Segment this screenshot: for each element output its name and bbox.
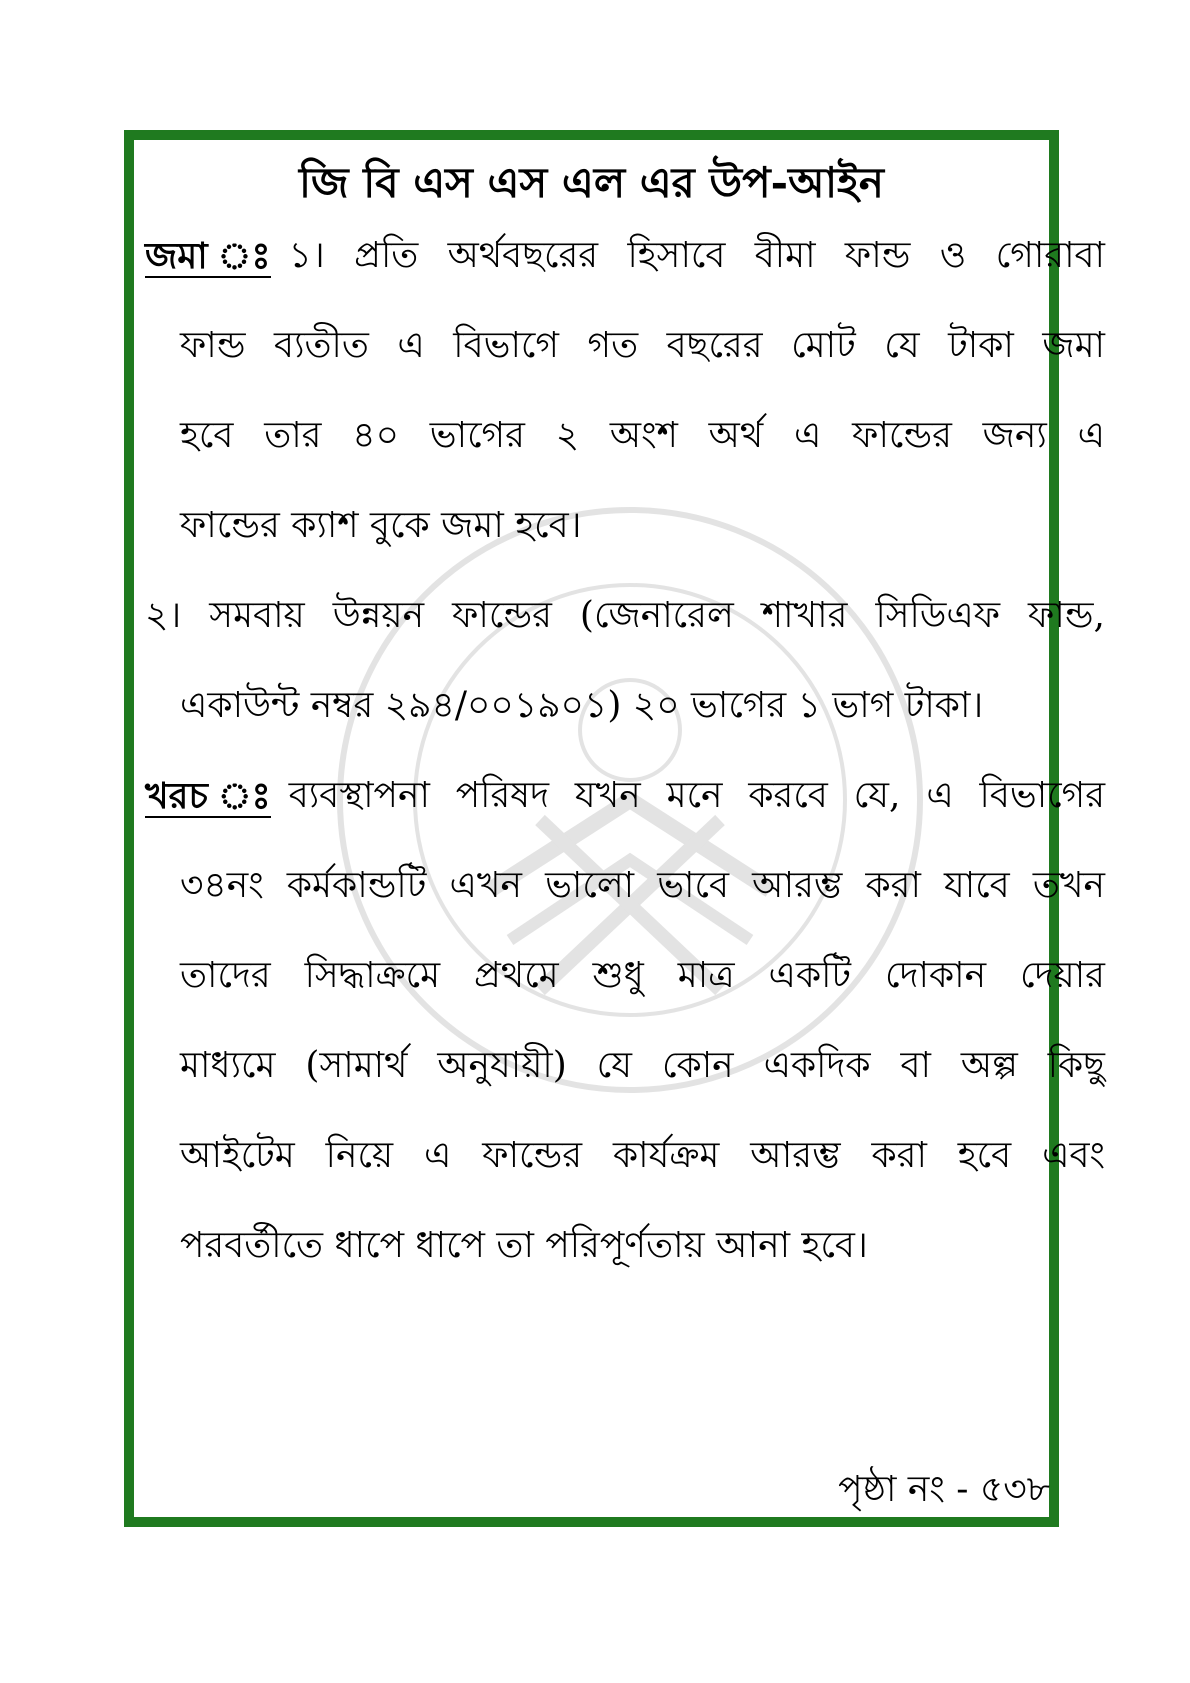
deposit-line-6: একাউন্ট নম্বর ২৯৪/০০১৯০১) ২০ ভাগের ১ ভাগ টাকা।: [180, 685, 984, 726]
deposit-text-1: ১। প্রতি অর্থবছরের হিসাবে বীমা ফান্ড ও গোরাবা: [288, 235, 1105, 276]
expense-line-2: ৩৪নং কর্মকান্ডটি এখন ভালো ভাবে আরম্ভ করা যাবে তখন: [180, 865, 1105, 906]
page-number: পৃষ্ঠা নং - ৫৩৮: [838, 1469, 1050, 1510]
expense-text-1: ব্যবস্থাপনা পরিষদ যখন মনে করবে যে, এ বিভাগের: [288, 775, 1105, 816]
deposit-line-4: ফান্ডের ক্যাশ বুকে জমা হবে।: [180, 505, 582, 546]
expense-line-5: আইটেম নিয়ে এ ফান্ডের কার্যক্রম আরম্ভ করা হবে এবং: [180, 1135, 1105, 1176]
deposit-line-3: হবে তার ৪০ ভাগের ২ অংশ অর্থ এ ফান্ডের জন্য এ: [180, 415, 1105, 456]
expense-label: খরচ ঃ: [145, 775, 271, 817]
deposit-line-1: [145, 235, 1105, 278]
page-title: জি বি এস এস এল এর উপ-আইন: [299, 158, 884, 207]
expense-line-6: পরবর্তীতে ধাপে ধাপে তা পরিপূর্ণতায় আনা হবে।: [180, 1225, 868, 1266]
expense-line-1: [145, 775, 1105, 818]
deposit-line-5: ২। সমবায় উন্নয়ন ফান্ডের (জেনারেল শাখার সিডিএফ ফান্ড,: [145, 595, 1105, 636]
expense-line-3: তাদের সিদ্ধাক্রমে প্রথমে শুধু মাত্র একটি দোকান দেয়ার: [180, 955, 1105, 996]
deposit-label: জমা ঃ: [145, 235, 271, 277]
deposit-line-2: ফান্ড ব্যতীত এ বিভাগে গত বছরের মোট যে টাকা জমা: [180, 325, 1105, 366]
expense-line-4: মাধ্যমে (সামার্থ অনুযায়ী) যে কোন একদিক বা অল্প কিছু: [180, 1045, 1105, 1086]
